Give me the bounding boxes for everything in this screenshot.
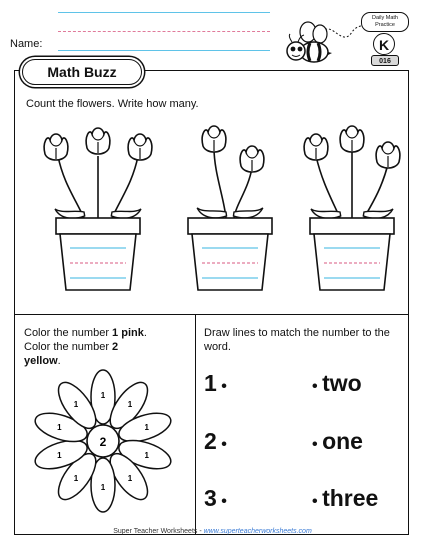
pot-1 <box>44 128 152 290</box>
section-divider-horizontal <box>14 314 409 315</box>
petal-number: 1 <box>57 451 62 461</box>
match-dot[interactable]: • <box>221 378 227 395</box>
number-label: 1 <box>204 370 217 396</box>
word-label: three <box>322 485 379 511</box>
petal-number: 1 <box>100 391 106 400</box>
match-word-1[interactable] <box>312 370 362 397</box>
footer <box>0 528 425 535</box>
match-dot[interactable]: • <box>312 378 318 395</box>
pot-3 <box>304 126 400 290</box>
page-title: Math Buzz <box>47 64 117 80</box>
number-label: 2 <box>204 428 217 454</box>
match-number-1[interactable] <box>204 370 227 397</box>
match-word-3[interactable] <box>312 485 378 512</box>
name-label: Name: <box>10 38 43 50</box>
pot-2 <box>188 126 272 290</box>
match-number-3[interactable] <box>204 485 227 512</box>
prompt-bold: 1 pink <box>112 327 144 339</box>
word-label: two <box>322 370 362 396</box>
grade-badge: K <box>373 33 395 55</box>
match-dot[interactable]: • <box>221 436 227 453</box>
title-pill <box>22 59 142 85</box>
flower-pots <box>14 112 409 312</box>
name-line-top <box>58 12 270 13</box>
prompt-bold: 2 <box>112 341 119 353</box>
match-dot[interactable]: • <box>312 493 318 510</box>
match-dot[interactable]: • <box>312 436 318 453</box>
bee-icon <box>282 18 372 70</box>
prompt-text: Color the number <box>24 327 113 339</box>
footer-link[interactable]: www.superteacherworksheets.com <box>203 528 312 535</box>
section-divider-vertical <box>195 314 196 535</box>
petal-number: 1 <box>127 474 133 484</box>
number-label: 3 <box>204 485 217 511</box>
footer-text: Super Teacher Worksheets - <box>113 528 204 535</box>
petal-number: 1 <box>73 399 79 409</box>
match-prompt: Draw lines to match the number to the word. <box>204 327 390 353</box>
daily-math-badge <box>361 12 409 32</box>
count-prompt: Count the flowers. Write how many. <box>26 98 199 110</box>
worksheet-number: 016 <box>371 55 399 66</box>
word-label: one <box>322 428 363 454</box>
badge-line2: Practice <box>375 22 395 28</box>
match-word-2[interactable] <box>312 428 363 455</box>
prompt-text: . <box>143 327 147 339</box>
center-number: 2 <box>99 435 107 449</box>
badge-line1: Daily Math <box>372 15 398 21</box>
name-line-bottom[interactable] <box>58 50 270 51</box>
prompt-bold: yellow <box>24 355 58 367</box>
petal-number: 1 <box>100 483 106 492</box>
prompt-text: Color the number <box>24 341 113 353</box>
petal-number: 1 <box>144 451 149 461</box>
match-number-2[interactable] <box>204 428 227 455</box>
petal-number: 1 <box>73 474 79 484</box>
petal-number: 1 <box>57 422 62 432</box>
petal-number: 1 <box>144 422 149 432</box>
daisy-flower[interactable] <box>30 368 176 514</box>
prompt-text: . <box>57 355 61 367</box>
petal-number: 1 <box>127 399 133 409</box>
color-prompt <box>24 326 189 368</box>
match-dot[interactable]: • <box>221 493 227 510</box>
name-line-dashed <box>58 31 270 32</box>
